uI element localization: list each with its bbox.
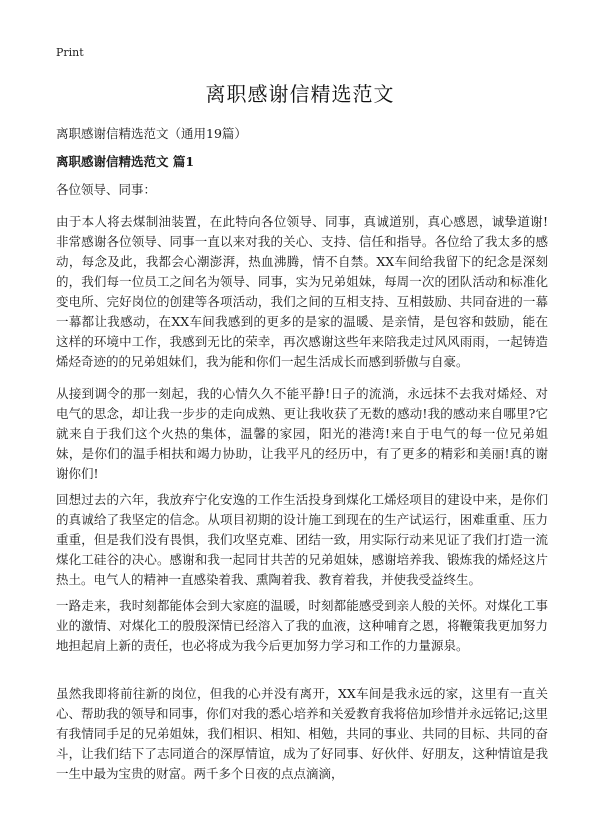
document-title: 离职感谢信精选范文 [205,82,395,106]
paragraph: 虽然我即将前往新的岗位，但我的心并没有离开，XX车间是我永远的家，这里有一直关心、帮助我的领导和同事，你们对我的悉心培养和关爱教育我将倍加珍惜并永远铭记;这里有我情同手足的兄弟姐妹，我们相识、相知、相勉，共同的事业、共同的目标、共同的奋斗，让我们结下了志同道合的深厚情谊，成为了好同事、好伙伴、好朋友，这种情谊是我一生中最为宝贵的财富。两千多个日夜的点点滴滴， [56,686,548,781]
section-heading: 离职感谢信精选范文 篇1 [56,154,195,169]
print-link[interactable]: Print [56,46,84,59]
paragraph: 回想过去的六年，我放弃宁化安逸的工作生活投身到煤化工烯烃项目的建设中来，是你们的真诚给了我坚定的信念。从项目初期的设计施工到现在的生产试运行，困难重重、压力重重，但是我们没有畏惧，我们攻坚克难、团结一致，用实际行动来见证了我们打造一流煤化工硅谷的决心。感谢和我一起同甘共苦的兄弟姐妹，感谢培养我、锻炼我的烯烃这片热土。电气人的精神一直感染着我、熏陶着我、教育着我，并使我受益终生。 [56,492,548,587]
paragraph: 由于本人将去煤制油装置，在此特向各位领导、同事，真诚道别，真心感恩，诚挚道谢!非常感谢各位领导、同事一直以来对我的关心、支持、信任和指导。各位给了我太多的感动，每念及此，我都会心潮澎湃，热血沸腾，情不自禁。XX车间给我留下的纪念是深刻的，我们每一位员工之间名为领导、同事，实为兄弟姐妹，每周一次的团队活动和标准化变电所、完好岗位的创建等各项活动，我们之间的互相支持、互相鼓励、共同奋进的一幕一幕都让我感动，在XX车间我感到的更多的是家的温暖、是亲情，是包容和鼓励，能在这样的环境中工作，我感到无比的荣幸，再次感谢这些年来陪我走过风风雨雨，一起铸造烯烃奇迹的的兄弟姐妹们，我为能和你们一起生活成长而感到骄傲与自豪。 [56,214,548,369]
paragraph: 一路走来，我时刻都能体会到大家庭的温暖，时刻都能感受到亲人般的关怀。对煤化工事业的激情、对煤化工的殷殷深情已经溶入了我的血液，这种哺育之恩，将鞭策我更加努力地担起肩上新的责任，也必将成为我今后更加努力学习和工作的力量源泉。 [56,598,548,653]
document-subtitle: 离职感谢信精选范文（通用19篇） [56,126,247,141]
paragraph: 从接到调令的那一刻起，我的心情久久不能平静!日子的流淌，永远抹不去我对烯烃、对电气的思念，却让我一步步的走向成熟、更让我收获了无数的感动!我的感动来自哪里?它就来自于我们这个火热的集体，温馨的家园，阳光的港湾!来自于电气的每一位兄弟姐妹，是你们的温手相扶和竭力协助，让我平凡的经历中，有了更多的精彩和美丽!真的谢谢你们! [56,386,548,481]
greeting: 各位领导、同事： [56,182,157,197]
